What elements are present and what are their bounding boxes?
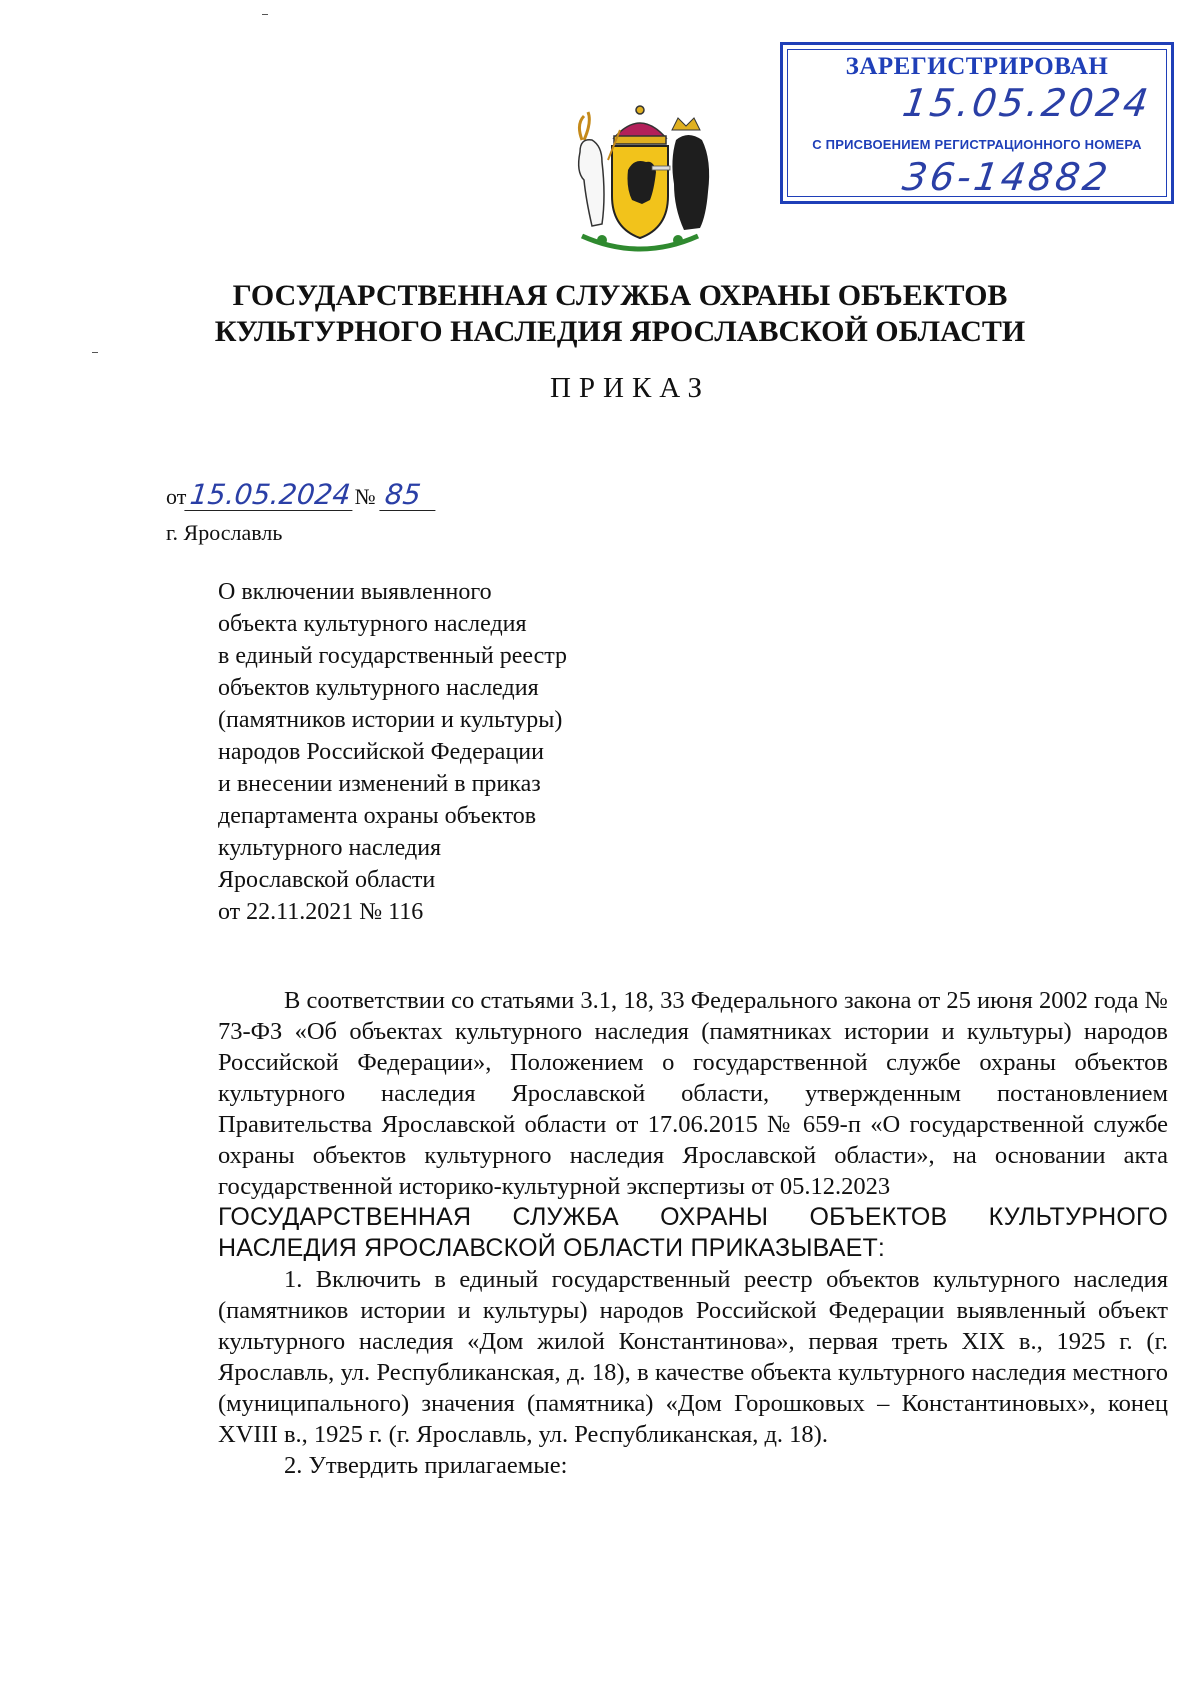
number-label: №	[354, 484, 376, 509]
subject-line: (памятников истории и культуры)	[218, 707, 563, 733]
subject-line: от 22.11.2021 № 116	[218, 899, 424, 925]
coat-of-arms-icon	[562, 100, 718, 260]
document-type: ПРИКАЗ	[549, 372, 711, 404]
order-item-2: 2. Утвердить прилагаемые:	[284, 1452, 568, 1479]
organization-title-line: ГОСУДАРСТВЕННАЯ СЛУЖБА ОХРАНЫ ОБЪЕКТОВ	[232, 279, 1008, 312]
stamp-date: 15.05.2024	[899, 81, 1154, 125]
orders-statement: ГОСУДАРСТВЕННАЯ СЛУЖБА ОХРАНЫ ОБЪЕКТОВ КУЛЬТУРНОГО НАСЛЕДИЯ ЯРОСЛАВСКОЙ ОБЛАСТИ ПРИКАЗЫВАЕТ:	[218, 1203, 1168, 1262]
order-subject	[218, 576, 567, 928]
from-label: от	[166, 484, 187, 509]
subject-line: объектов культурного наследия	[218, 675, 539, 701]
subject-line: культурного наследия	[218, 835, 442, 861]
stamp-subtitle: С ПРИСВОЕНИЕМ РЕГИСТРАЦИОННОГО НОМЕРА	[812, 137, 1142, 152]
subject-line: и внесении изменений в приказ	[218, 771, 541, 797]
organization-title-line: КУЛЬТУРНОГО НАСЛЕДИЯ ЯРОСЛАВСКОЙ ОБЛАСТИ	[214, 315, 1026, 348]
subject-line: в единый государственный реестр	[218, 643, 568, 669]
subject-line: объекта культурного наследия	[218, 611, 527, 637]
subject-line: Ярославской области	[218, 867, 436, 893]
scan-mark	[262, 14, 268, 15]
order-date-number	[166, 480, 437, 511]
subject-line: народов Российской Федерации	[218, 739, 544, 765]
scan-mark	[92, 352, 98, 353]
stamp-registration-number: 36-14882	[899, 155, 1114, 199]
preamble-paragraph: В соответствии со статьями 3.1, 18, 33 Федерального закона от 25 июня 2002 года № 73-ФЗ «Об объектах культурного наследия (памятниках истории и культуры) народов Российской Федерации», Положением о государственной службе охраны объектов культурного наследия Ярославской области, утвержденным постановлением Правительства Ярославской области от 17.06.2015 № 659-п «О государственной службе охраны объектов культурного наследия Ярославской области», на основании акта государственной историко-культурной экспертизы от 05.12.2023	[218, 987, 1168, 1200]
stamp-title: ЗАРЕГИСТРИРОВАН	[845, 53, 1109, 80]
organization-title	[140, 278, 1100, 350]
registration-stamp	[780, 42, 1174, 204]
order-body	[218, 985, 1168, 1481]
order-number: 85	[380, 480, 439, 511]
subject-line: департамента охраны объектов	[218, 803, 537, 829]
order-date: 15.05.2024	[185, 480, 357, 511]
city: г. Ярославль	[166, 520, 283, 545]
order-item-1: 1. Включить в единый государственный реестр объектов культурного наследия (памятников истории и культуры) народов Российской Федерации выявленный объект культурного наследия «Дом жилой Константинова», первая треть XIX в., 1925 г. (г. Ярославль, ул. Республиканская, д. 18), в качестве объекта культурного наследия местного (муниципального) значения (памятника) «Дом Горошковых – Константиновых», конец XVIII в., 1925 г. (г. Ярославль, ул. Республиканская, д. 18).	[218, 1266, 1168, 1448]
subject-line: О включении выявленного	[218, 579, 492, 605]
